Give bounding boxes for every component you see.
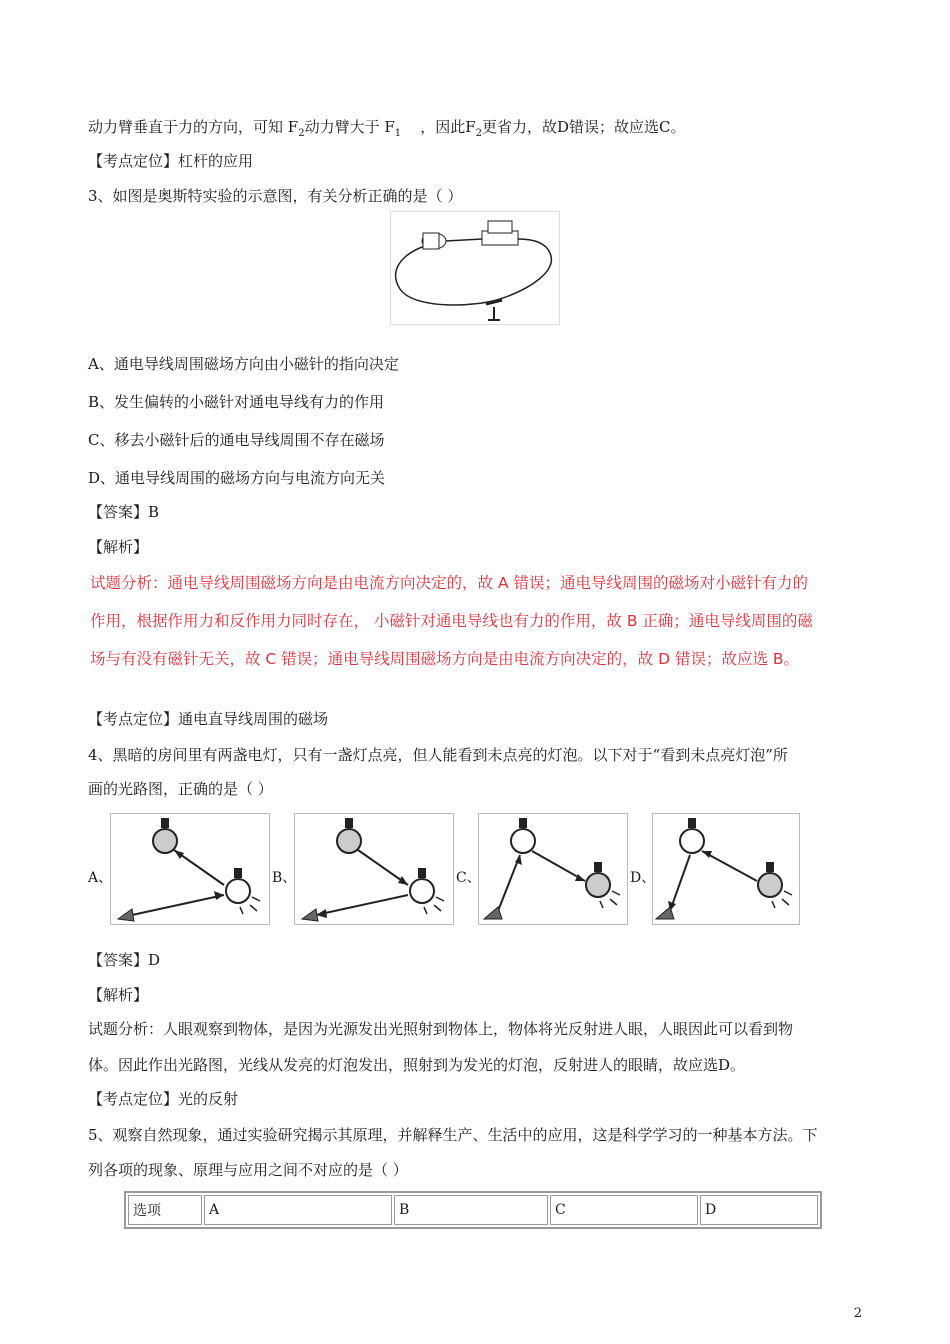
option-label-b: B、: [272, 870, 297, 886]
question-4-kaodian: 【考点定位】光的反射: [88, 1090, 239, 1108]
table-header-cell: B: [394, 1195, 548, 1225]
question-5-stem-1: 5、观察自然现象，通过实验研究揭示其原理，并解释生产、生活中的应用，这是科学学习的一种基本方法。下: [88, 1126, 818, 1144]
question-3-option-d: D、通电导线周围的磁场方向与电流方向无关: [88, 469, 386, 487]
question-3-answer: 【答案】B: [88, 503, 160, 521]
question-3-option-b: B、发生偏转的小磁针对通电导线有力的作用: [88, 393, 385, 411]
question-4-jiexi: 【解析】: [88, 986, 149, 1004]
question-3-analysis-1: 试题分析：通电导线周围磁场方向是由电流方向决定的，故 A 错误；通电导线周围的磁场对小磁针有力的: [90, 574, 808, 592]
light-path-figure-a: [110, 813, 270, 925]
light-path-figure-b: [294, 813, 454, 925]
analysis-line-end: 动力臂垂直于力的方向，可知 $F_2$动力臂大于 $F_1$ ，因此$F_2$更省力，故D错误；故应选C。: [88, 118, 686, 139]
option-label-d: D、: [630, 870, 656, 886]
table-header-cell: D: [700, 1195, 818, 1225]
question-4-stem-2: 画的光路图，正确的是（ ）: [88, 780, 273, 798]
question-4-stem-1: 4、黑暗的房间里有两盏电灯，只有一盏灯点亮，但人能看到未点亮的灯泡。以下对于“看到未点亮灯泡”所: [88, 746, 788, 764]
kaodian-label: 【考点定位】杠杆的应用: [88, 152, 254, 170]
question-3-option-a: A、通电导线周围磁场方向由小磁针的指向决定: [88, 355, 399, 373]
question-5-table: [124, 1191, 822, 1229]
table-row: [128, 1195, 818, 1225]
question-4-analysis-1: 试题分析：人眼观察到物体，是因为光源发出光照射到物体上，物体将光反射进人眼，人眼因此可以看到物: [88, 1020, 794, 1038]
question-3-stem: 3、如图是奥斯特实验的示意图，有关分析正确的是（ ）: [88, 187, 463, 205]
question-3-jiexi: 【解析】: [88, 538, 149, 556]
option-label-c: C、: [456, 870, 481, 886]
question-5-stem-2: 列各项的现象、原理与应用之间不对应的是（ ）: [88, 1161, 408, 1179]
table-header-cell: A: [204, 1195, 392, 1225]
question-3-analysis-3: 场与有没有磁针无关，故 C 错误；通电导线周围磁场方向是由电流方向决定的，故 D 错误；故应选 B。: [90, 650, 800, 668]
page-number: 2: [853, 1306, 862, 1321]
question-3-analysis-2: 作用，根据作用力和反作用力同时存在， 小磁针对通电导线也有力的作用，故 B 正确；通电导线周围的磁: [90, 612, 813, 630]
table-header-cell: C: [550, 1195, 698, 1225]
oersted-experiment-figure: [390, 211, 560, 325]
question-3-option-c: C、移去小磁针后的通电导线周围不存在磁场: [88, 431, 385, 449]
option-label-a: A、: [88, 870, 113, 886]
question-3-kaodian: 【考点定位】通电直导线周围的磁场: [88, 710, 329, 728]
light-path-figure-c: [478, 813, 628, 925]
question-4-answer: 【答案】D: [88, 951, 161, 969]
table-header-cell: 选项: [128, 1195, 202, 1225]
light-path-figure-d: [652, 813, 800, 925]
question-4-analysis-2: 体。因此作出光路图，光线从发亮的灯泡发出，照射到为发光的灯泡，反射进人的眼睛，故应选D。: [88, 1056, 746, 1074]
